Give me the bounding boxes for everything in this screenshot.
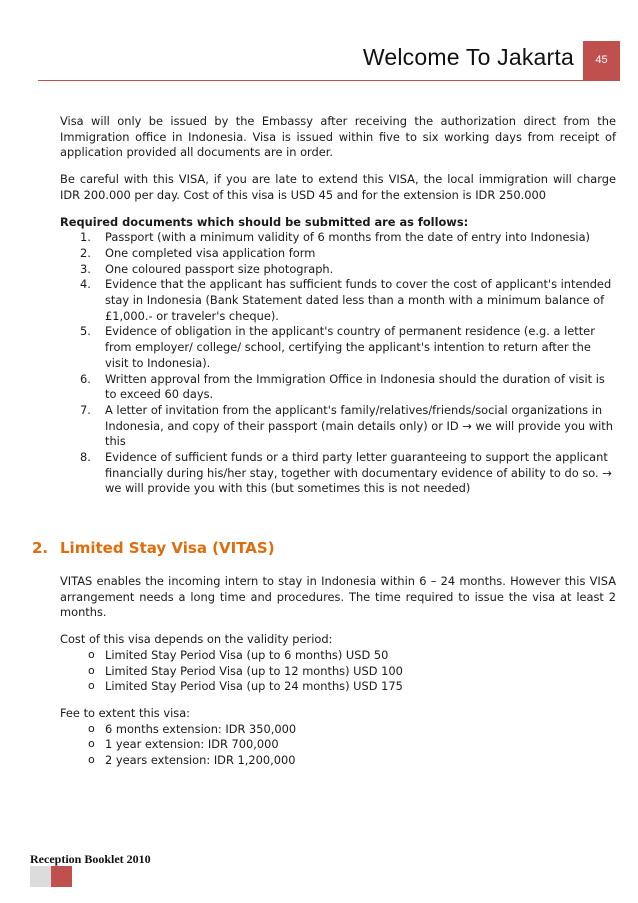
bullet-icon: o [88, 647, 95, 661]
section-heading-vitas [32, 539, 275, 557]
list-item-text: Evidence of obligation in the applicant's country of permanent residence (e.g. a letter from employer/ college/ school, certifying the applicant's intention to return after the visit to Indonesia). [105, 324, 595, 370]
intro-paragraph-1: Visa will only be issued by the Embassy after receiving the authorization direct from the Immigration office in Indonesia. Visa is issued within five to six working days from receipt of application provided all documents are in order. [60, 114, 616, 160]
list-item [60, 722, 616, 738]
header-divider [38, 80, 620, 81]
list-number: 3. [80, 261, 91, 276]
footer-label: Reception Booklet 2010 [30, 852, 151, 866]
list-item-text: Written approval from the Immigration Office in Indonesia should the duration of visit is to exceed 60 days. [105, 371, 605, 402]
footer-decoration-red [51, 866, 72, 887]
required-documents-list [60, 230, 616, 497]
page-number-badge: 45 [583, 41, 620, 80]
cost-heading: Cost of this visa depends on the validity period: [60, 632, 333, 647]
list-number: 1. [80, 230, 91, 245]
list-item-text: One coloured passport size photograph. [105, 261, 334, 276]
fee-list [60, 722, 616, 769]
list-item [60, 262, 616, 278]
list-item [60, 753, 616, 769]
list-item [60, 737, 616, 753]
intro-paragraph-2: Be careful with this VISA, if you are late to extend this VISA, the local immigration will charge IDR 200.000 per day. Cost of this visa is USD 45 and for the extension is IDR 250.000 [60, 172, 616, 202]
list-item [60, 246, 616, 262]
list-item [60, 277, 616, 324]
page-title: Welcome To Jakarta [362, 44, 574, 70]
list-number: 5. [80, 324, 91, 339]
list-item [60, 450, 616, 497]
list-item [60, 679, 616, 695]
footer-decoration-grey [30, 866, 51, 887]
list-item-text: 2 years extension: IDR 1,200,000 [105, 753, 296, 768]
list-number: 2. [80, 245, 91, 260]
list-item-text: Passport (with a minimum validity of 6 months from the date of entry into Indonesia) [105, 230, 591, 245]
list-item-text: Evidence that the applicant has sufficient funds to cover the cost of applicant's intended stay in Indonesia (Bank Statement dated less than a month with a minimum balance of £1,000.- or traveler's cheque). [105, 277, 612, 323]
list-item-text: A letter of invitation from the applicant's family/relatives/friends/social organizations in Indonesia, and copy of their passport (main details only) or ID → we will provide you with this [105, 402, 613, 449]
bullet-icon: o [88, 663, 95, 677]
section-number: 2. [32, 539, 49, 557]
list-item [60, 664, 616, 680]
list-item [60, 372, 616, 403]
list-number: 7. [80, 402, 91, 417]
list-item [60, 324, 616, 371]
intro-section [60, 114, 616, 497]
list-item [60, 648, 616, 664]
list-number: 4. [80, 277, 91, 292]
fee-heading: Fee to extent this visa: [60, 705, 191, 720]
bullet-icon: o [88, 721, 95, 735]
list-item-text: Limited Stay Period Visa (up to 12 months) USD 100 [105, 663, 403, 678]
bullet-icon: o [88, 753, 95, 767]
list-item-text: 6 months extension: IDR 350,000 [105, 721, 297, 736]
list-item [60, 403, 616, 450]
section-title: Limited Stay Visa (VITAS) [60, 539, 275, 557]
list-item-text: Limited Stay Period Visa (up to 6 months) USD 50 [105, 647, 389, 662]
vitas-section [60, 574, 616, 780]
list-item [60, 230, 616, 246]
cost-list [60, 648, 616, 695]
list-item-text: One completed visa application form [105, 245, 316, 260]
list-number: 6. [80, 371, 91, 386]
list-item-text: Evidence of sufficient funds or a third party letter guaranteeing to support the applicant financially during his/her stay, together with documentary evidence of ability to do so. → we will provide you with this (but sometimes this is not needed) [105, 450, 612, 496]
vitas-paragraph: VITAS enables the incoming intern to stay in Indonesia within 6 – 24 months. However this VISA arrangement needs a long time and procedures. The time required to issue the visa at least 2 months. [60, 574, 616, 620]
list-number: 8. [80, 450, 91, 465]
required-documents-heading: Required documents which should be submitted are as follows: [60, 214, 469, 229]
bullet-icon: o [88, 737, 95, 751]
list-item-text: 1 year extension: IDR 700,000 [105, 737, 279, 752]
bullet-icon: o [88, 679, 95, 693]
list-item-text: Limited Stay Period Visa (up to 24 months) USD 175 [105, 679, 403, 694]
